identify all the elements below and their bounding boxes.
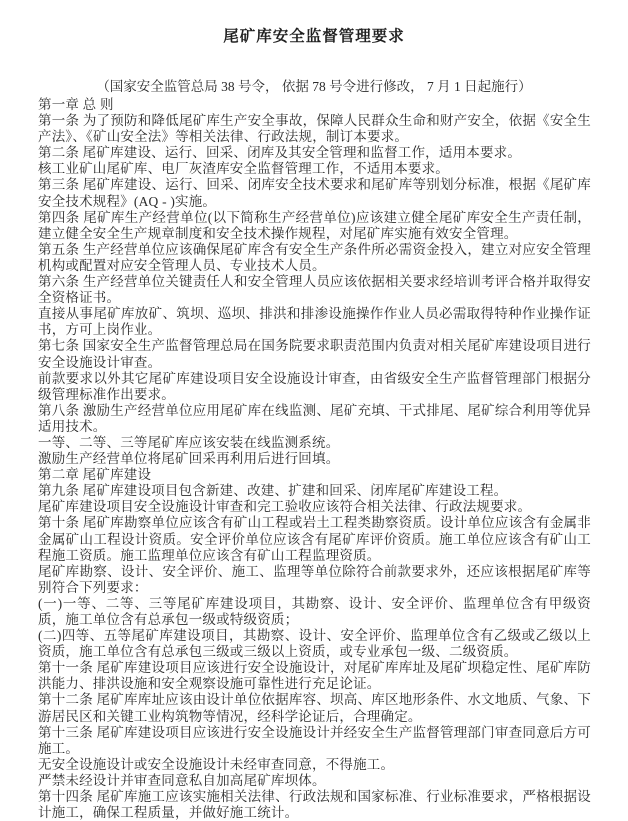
- paragraph: 第二章 尾矿库建设: [38, 467, 152, 483]
- paragraph: 第九条 尾矿库建设项目包含新建、改建、扩建和回采、闭库尾矿库建设工程。: [38, 483, 508, 499]
- paragraph: 第一章 总 则: [38, 97, 114, 112]
- paragraph: 第四条 尾矿库生产经营单位(以下简称生产经营单位)应该建立健全尾矿库安全生产责任制，建立健全安全生产规章制度和安全技术操作规程，对尾矿库实施有效安全管理。: [38, 209, 591, 241]
- paragraph: 直接从事尾矿库放矿、筑坝、巡坝、排洪和排渗设施操作作业人员必需取得特种作业操作证书，方可上岗作业。: [38, 306, 591, 338]
- paragraph: 第六条 生产经营单位关键责任人和安全管理人员应该依据相关要求经培训考评合格并取得安全资格证书。: [38, 274, 591, 306]
- paragraph: (一)一等、二等、三等尾矿库建设项目，其勘察、设计、安全评价、监理单位含有甲级资质，施工单位含有总承包一级或特级资质；: [38, 595, 591, 627]
- paragraph: 尾矿库建设项目安全设施设计审查和完工验收应该符合相关法律、行政法规要求。: [38, 499, 532, 515]
- paragraph: 尾矿库勘察、设计、安全评价、施工、监理等单位除符合前款要求外，还应该根据尾矿库等别符合下列要求：: [38, 563, 591, 595]
- paragraph: 第一条 为了预防和降低尾矿库生产安全事故，保障人民群众生命和财产安全，依据《安全生产法》、《矿山安全法》等相关法律、行政法规，制订本要求。: [38, 113, 591, 145]
- paragraph: 第五条 生产经营单位应该确保尾矿库含有安全生产条件所必需资金投入，建立对应安全管理机构或配置对应安全管理人员、专业技术人员。: [38, 241, 591, 273]
- paragraph: 第十三条 尾矿库建设项目应该进行安全设施设计并经安全生产监督管理部门审查同意后方可施工。: [38, 724, 591, 756]
- paragraph: 第十四条 尾矿库施工应该实施相关法律、行政法规和国家标准、行业标准要求，严格根据设计施工，确保工程质量，并做好施工统计。: [38, 789, 591, 821]
- paragraph: 核工业矿山尾矿库、电厂灰渣库安全监督管理工作，不适用本要求。: [38, 161, 449, 177]
- paragraph: 激励生产经营单位将尾矿回采再利用后进行回填。: [38, 451, 340, 467]
- paragraph: (二)四等、五等尾矿库建设项目，其勘察、设计、安全评价、监理单位含有乙级或乙级以上资质，施工单位含有总承包三级或三级以上资质，或专业承包一级、二级资质。: [38, 628, 591, 660]
- paragraph: 第十二条 尾矿库库址应该由设计单位依据库容、坝高、库区地形条件、水文地质、气象、下游居民区和关键工业构筑物等情况，经科学论证后，合理确定。: [38, 692, 591, 724]
- paragraph: 前款要求以外其它尾矿库建设项目安全设施设计审查，由省级安全生产监督管理部门根据分级管理标准作出要求。: [38, 370, 591, 402]
- paragraph: 第七条 国家安全生产监督管理总局在国务院要求职责范围内负责对相关尾矿库建设项目进行安全设施设计审查。: [38, 338, 591, 370]
- paragraph: 第十一条 尾矿库建设项目应该进行安全设施设计，对尾矿库库址及尾矿坝稳定性、尾矿库防洪能力、排洪设施和安全观察设施可靠性进行充足论证。: [38, 660, 591, 692]
- document-body: [0, 97, 628, 821]
- paragraph: 无安全设施设计或安全设施设计未经审查同意，不得施工。: [38, 756, 395, 772]
- paragraph: 第八条 激励生产经营单位应用尾矿库在线监测、尾矿充填、干式排尾、尾矿综合利用等优异适用技术。: [38, 402, 591, 434]
- paragraph: 第十条 尾矿库勘察单位应该含有矿山工程或岩土工程类勘察资质。设计单位应该含有金属非金属矿山工程设计资质。安全评价单位应该含有尾矿库评价资质。施工单位应该含有矿山工程施工资质。施工监理单位应该含有矿山工程监理资质。: [38, 515, 591, 563]
- paragraph: 一等、二等、三等尾矿库应该安装在线监测系统。: [38, 434, 340, 450]
- document-subtitle: （国家安全监管总局 38 号令， 依据 78 号令进行修改， 7 月 1 日起施行）: [96, 79, 532, 94]
- document-title: 尾矿库安全监督管理要求: [223, 28, 405, 45]
- paragraph: 第二条 尾矿库建设、运行、回采、闭库及其安全管理和监督工作，适用本要求。: [38, 145, 522, 161]
- paragraph: 第三条 尾矿库建设、运行、回采、闭库安全技术要求和尾矿库等别划分标准，根据《尾矿库安全技术规程》(AQ - )实施。: [38, 177, 591, 209]
- paragraph: 严禁未经设计并审查同意私自加高尾矿库坝体。: [38, 772, 326, 788]
